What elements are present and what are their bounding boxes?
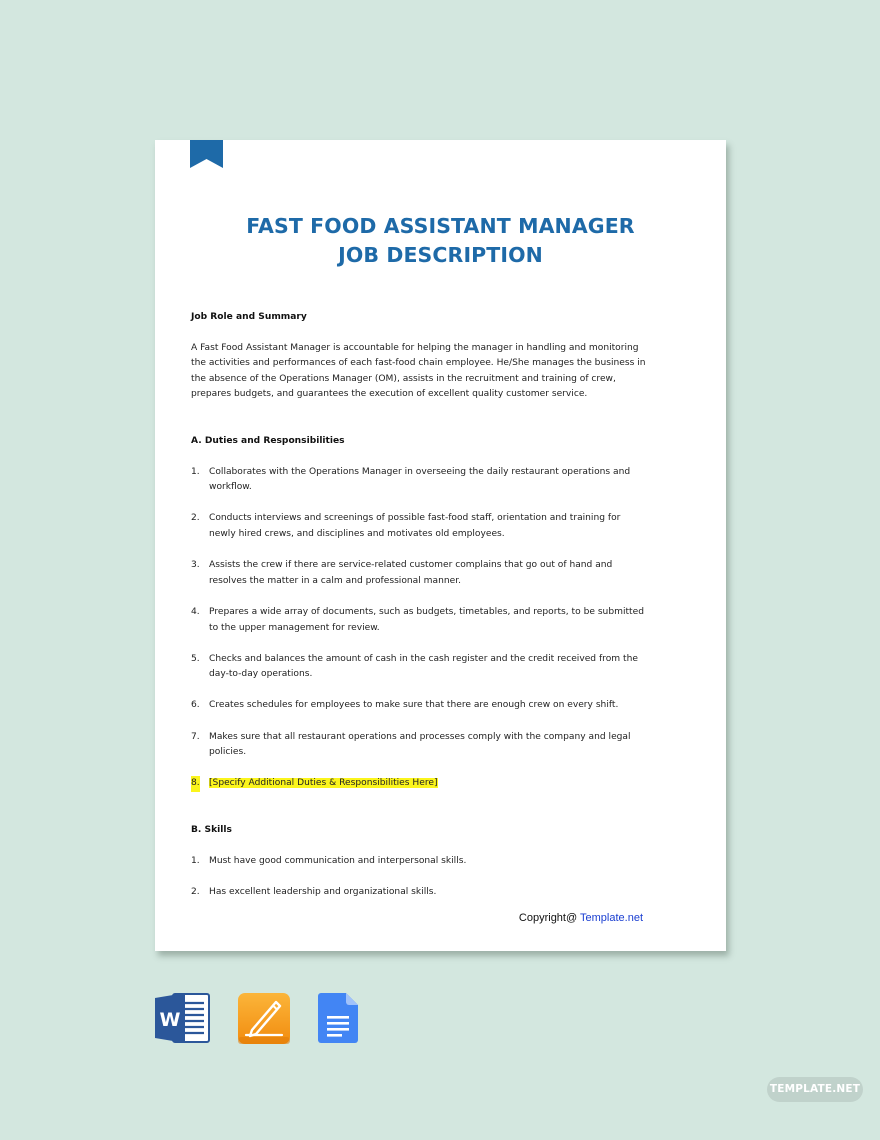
duty-text: Checks and balances the amount of cash in the cash register and the credit received from the day-to-day operations.: [209, 653, 638, 680]
duty-placeholder-text: [Specify Additional Duties & Responsibilities Here]: [209, 778, 438, 789]
skill-text: Has excellent leadership and organizational skills.: [209, 886, 437, 897]
copyright-prefix: Copyright@: [518, 912, 581, 924]
duty-number: 3.: [191, 560, 200, 571]
duties-heading: A. Duties and Responsibilities: [191, 435, 345, 446]
duty-number: 8.: [191, 776, 200, 792]
title-line-1: FAST FOOD ASSISTANT MANAGER: [246, 214, 635, 238]
duty-number: 2.: [191, 513, 200, 524]
duty-number: 1.: [191, 466, 200, 477]
word-letter: W: [159, 1009, 181, 1031]
template-net-badge[interactable]: TEMPLATE.NET: [767, 1077, 863, 1102]
bookmark-ribbon-icon: [190, 140, 223, 168]
duty-number: 7.: [191, 731, 200, 742]
duty-number: 6.: [191, 700, 200, 711]
title-line-2: JOB DESCRIPTION: [338, 243, 543, 267]
duties-list: [191, 465, 647, 792]
summary-heading: Job Role and Summary: [191, 312, 307, 322]
skill-item: [191, 885, 647, 901]
summary-paragraph: A Fast Food Assistant Manager is accountable for helping the manager in handling and monitoring the activities and performances of each fast-food chain employee. He/She manages the business in the absence of the Operations Manager (OM), assists in the recruitment and training of crew, prepares budgets, and guarantees the execution of excellent quality customer service.: [191, 342, 646, 400]
duty-item: [191, 605, 647, 636]
skill-number: 1.: [191, 855, 200, 866]
document-body: [191, 310, 647, 900]
skill-item: [191, 854, 647, 870]
duty-item: [191, 698, 647, 714]
skill-number: 2.: [191, 886, 200, 897]
document-title: [155, 212, 726, 270]
duty-number: 5.: [191, 653, 200, 664]
skills-heading: B. Skills: [191, 825, 232, 836]
document-page: [155, 140, 726, 951]
duty-text: Assists the crew if there are service-related customer complains that go out of hand and resolves the matter in a calm and professional manner.: [209, 560, 613, 586]
duty-text: Prepares a wide array of documents, such as budgets, timetables, and reports, to be submitted to the upper management for review.: [209, 606, 644, 633]
duty-item: [191, 558, 647, 589]
google-docs-icon[interactable]: [318, 993, 358, 1043]
pages-icon[interactable]: [238, 993, 290, 1044]
duty-item: [191, 730, 647, 761]
duty-item: [191, 465, 647, 496]
duty-item: [191, 652, 647, 683]
skills-list: [191, 854, 647, 901]
duty-text: Creates schedules for employees to make sure that there are enough crew on every shift.: [209, 700, 619, 711]
duty-number: 4.: [191, 606, 200, 617]
duty-text: Collaborates with the Operations Manager in overseeing the daily restaurant operations and workflow.: [209, 466, 631, 493]
copyright-link[interactable]: Template.net: [580, 912, 643, 924]
skill-text: Must have good communication and interpersonal skills.: [209, 855, 467, 866]
duty-item-placeholder: [191, 776, 647, 792]
word-icon[interactable]: [155, 993, 211, 1043]
copyright-line: [519, 912, 643, 924]
duty-text: Conducts interviews and screenings of possible fast-food staff, orientation and training for newly hired crews, and disciplines and motivates old employees.: [209, 513, 621, 539]
duty-text: Makes sure that all restaurant operations and processes comply with the company and legal policies.: [209, 731, 631, 758]
duty-item: [191, 511, 647, 542]
